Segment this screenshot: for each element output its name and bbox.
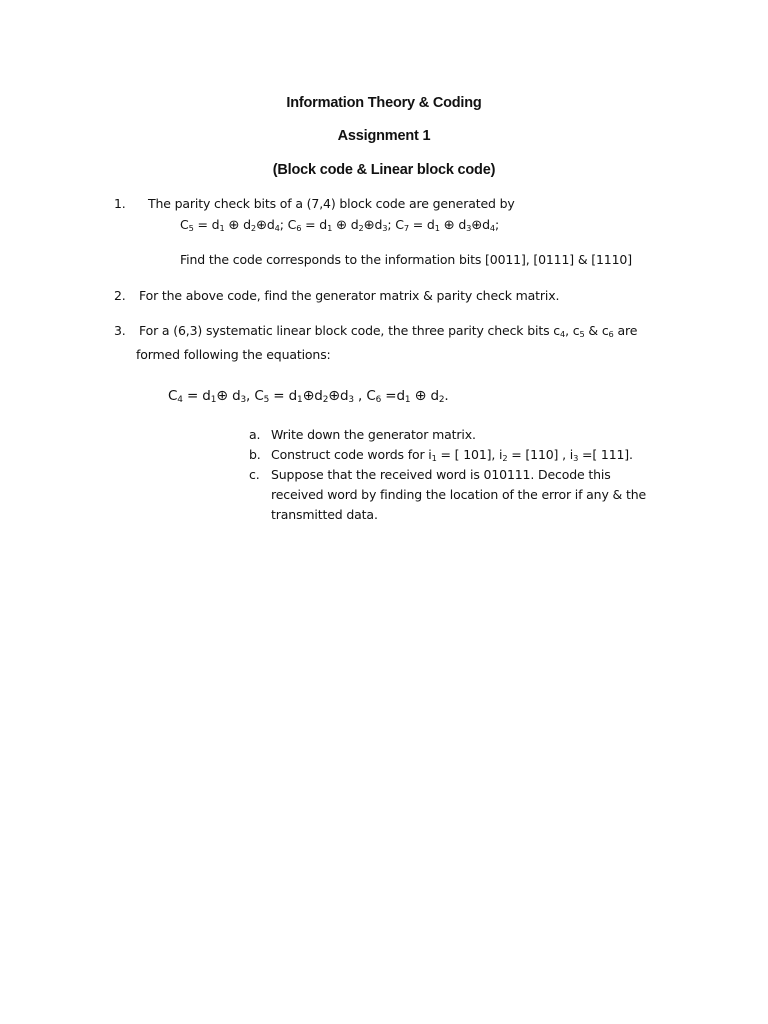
assignment-label: Assignment 1 (337, 128, 431, 144)
question-1-number: 1. (114, 196, 126, 211)
document-title: Information Theory & Coding (286, 95, 482, 111)
question-1-find: Find the code corresponds to the information bits [0011], [0111] & [1110] (180, 252, 632, 267)
item-a-text: Write down the generator matrix. (271, 427, 476, 442)
item-c-line-3: transmitted data. (271, 507, 378, 522)
xor-symbol: ⊕ (216, 388, 228, 404)
xor-symbol: ⊕ (471, 218, 483, 233)
xor-symbol: ⊕ (328, 388, 340, 404)
question-3-line-1: For a (6,3) systematic linear block code, the three parity check bits $c_4$, $c_5$ & $c_6$ are (139, 323, 638, 339)
xor-symbol: ⊕ (336, 218, 347, 233)
question-2-text: For the above code, find the generator matrix & parity check matrix. (139, 288, 560, 303)
question-1-equations: $C_5 = d_1$ ⊕ $d_2\oplus d_4$; $C_6 = d_1$ ⊕ $d_2\oplus d_3$; $C_7 = d_1$ ⊕ $d_3\oplus d_4$; (180, 217, 500, 233)
xor-symbol: ⊕ (443, 218, 455, 233)
xor-symbol: ⊕ (255, 218, 267, 233)
document-subtitle: (Block code & Linear block code) (272, 162, 496, 178)
question-1-text: The parity check bits of a (7,4) block code are generated by (148, 196, 515, 211)
question-3-equations: $C_4$ = $d_1\oplus$ $d_3$, $C_5$ = $d_1\oplus d_2\oplus d_3$ , $C_6 =d_1$ ⊕ $d_2$. (168, 388, 449, 405)
xor-symbol: ⊕ (228, 218, 240, 233)
xor-symbol: ⊕ (302, 388, 315, 404)
item-c-line-2: received word by finding the location of the error if any & the (271, 487, 647, 502)
item-a-marker: a. (249, 427, 261, 442)
question-3-line-2: formed following the equations: (136, 347, 331, 362)
question-2-number: 2. (114, 288, 126, 303)
xor-symbol: ⊕ (363, 218, 375, 233)
xor-symbol: ⊕ (414, 388, 427, 404)
item-c-line-1: Suppose that the received word is 010111. Decode this (271, 467, 611, 482)
item-b-marker: b. (249, 447, 261, 462)
item-b-text: Construct code words for $i_1$ = [ 101], $i_2 = [110]$ , $i_3$ =[ 111]. (271, 447, 633, 463)
question-3-number: 3. (114, 323, 126, 338)
item-c-marker: c. (249, 467, 260, 482)
